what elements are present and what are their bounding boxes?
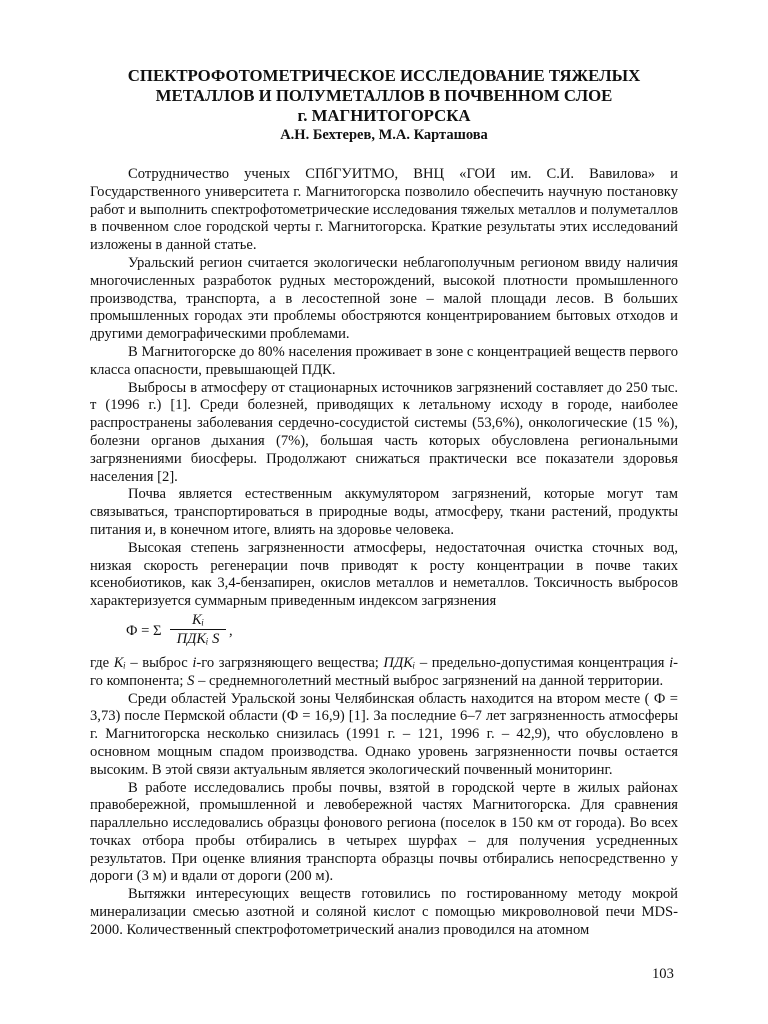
text-fragment: где (90, 654, 114, 671)
pollution-index-formula (90, 611, 678, 655)
paragraph-4: Выбросы в атмосферу от стационарных источников загрязнений составляет до 250 тыс. т (1996 г.) [1]. Среди болезней, приводящих к летальному исходу в городе, наиболее распространены заболевания сердечно-сосудистой системы (53,6%), онкологические (15 %), болезни органов дыхания (7%), большая часть которых обусловлена региональными загрязнениями биосферы. Продолжают снижаться практически все показатели здоровья населения [2]. (90, 379, 678, 485)
formula-lhs: Ф = Σ (126, 622, 162, 639)
paragraph-3: В Магнитогорске до 80% населения проживает в зоне с концентрацией веществ первого класса опасности, превышающей ПДК. (90, 343, 678, 378)
formula-explanation (90, 655, 678, 691)
article (90, 66, 678, 940)
formula-comma: , (229, 622, 233, 639)
title-line-1: СПЕКТРОФОТОМЕТРИЧЕСКОЕ ИССЛЕДОВАНИЕ ТЯЖЕЛЫХ (127, 66, 641, 85)
formula-denominator: ПДКᵢ S (176, 630, 220, 647)
title-line-3: г. МАГНИТОГОРСКА (297, 106, 471, 125)
paragraph-5: Почва является естественным аккумулятором загрязнений, которые могут там связываться, транспортироваться в природные воды, атмосферу, ткани растений, продукты питания и, в конечном итоге, влиять на здоровье человека. (90, 486, 678, 538)
article-title (90, 66, 678, 126)
text-fragment: – выброс (125, 654, 193, 671)
paragraph-2: Уральский регион считается экологически неблагополучным регионом ввиду наличия многочисленных разработок рудных месторождений, высокой плотности промышленного производства, транспорта, а в лесостепной зоне – малой площади лесов. В больших промышленных городах эти проблемы обостряются концентрированием бытовых отходов и другими демографическими проблемами. (90, 254, 678, 343)
title-line-2: МЕТАЛЛОВ И ПОЛУМЕТАЛЛОВ В ПОЧВЕННОМ СЛОЕ (155, 86, 613, 105)
symbol-k: Kᵢ (113, 654, 126, 671)
text-fragment: – предельно-допустимая концентрация (415, 654, 670, 671)
page-number: 103 (652, 966, 674, 982)
text-fragment: -го загрязняющего вещества; (196, 654, 384, 671)
paragraph-7: Среди областей Уральской зоны Челябинская область находится на втором месте ( Ф = 3,73) после Пермской области (Ф = 16,9) [1]. За последние 6–7 лет загрязненность атмосферы г. Магнитогорска несколько снизилась (1991 г. – 121, 1996 г. – 42,9), что обусловлено в основном мощным спадом производства. Однако уровень загрязненности почвы остается высоким. В этой связи актуальным является экологический почвенный мониторинг. (90, 690, 678, 778)
text-fragment: -го компонента; (90, 654, 678, 689)
paragraph-8: В работе исследовались пробы почвы, взятой в городской черте в жилых районах правобережной, промышленной и левобережной частях Магнитогорска. Для сравнения параллельно исследовались образцы фонового региона (поселок в 150 км от города). Во всех точках отбора пробы отбирались в четырех шурфах – для получения усредненных результатов. При оценке влияния транспорта образцы почвы отбирались непосредственно у дороги (3 м) и вдали от дороги (200 м). (90, 779, 678, 885)
text-fragment: – среднемноголетний местный выброс загрязнений на данной территории. (194, 672, 664, 689)
symbol-pdk: ПДКᵢ (383, 654, 416, 671)
symbol-i: i (669, 654, 674, 671)
paragraph-9: Вытяжки интересующих веществ готовились по гостированному методу мокрой минерализации смесью азотной и соляной кислот с помощью микроволновой печи MDS-2000. Количественный спектрофотометрический анализ проводился на атомном (90, 886, 678, 938)
formula-numerator: Kᵢ (191, 611, 205, 628)
paragraph-6: Высокая степень загрязненности атмосферы, недостаточная очистка сточных вод, низкая скорость регенерации почв приводят к росту концентрации в почве таких ксенобиотиков, как 3,4-бензапирен, окислов металлов и неметаллов. Токсичность выбросов характеризуется суммарным приведенным индексом загрязнения (90, 539, 678, 610)
article-authors: А.Н. Бехтерев, М.А. Карташова (280, 127, 488, 143)
paragraph-1: Сотрудничество ученых СПбГУИТМО, ВНЦ «ГОИ им. С.И. Вавилова» и Государственного университета г. Магнитогорска позволило обеспечить научную постановку работ и выполнить спектрофотометрические исследования тяжелых металлов и полуметаллов в почвенном слое городской черты г. Магнитогорска. Краткие результаты этих исследований изложены в данной статье. (90, 166, 678, 254)
symbol-s: S (187, 672, 195, 689)
symbol-i: i (192, 654, 197, 671)
formula-fraction (170, 611, 226, 648)
